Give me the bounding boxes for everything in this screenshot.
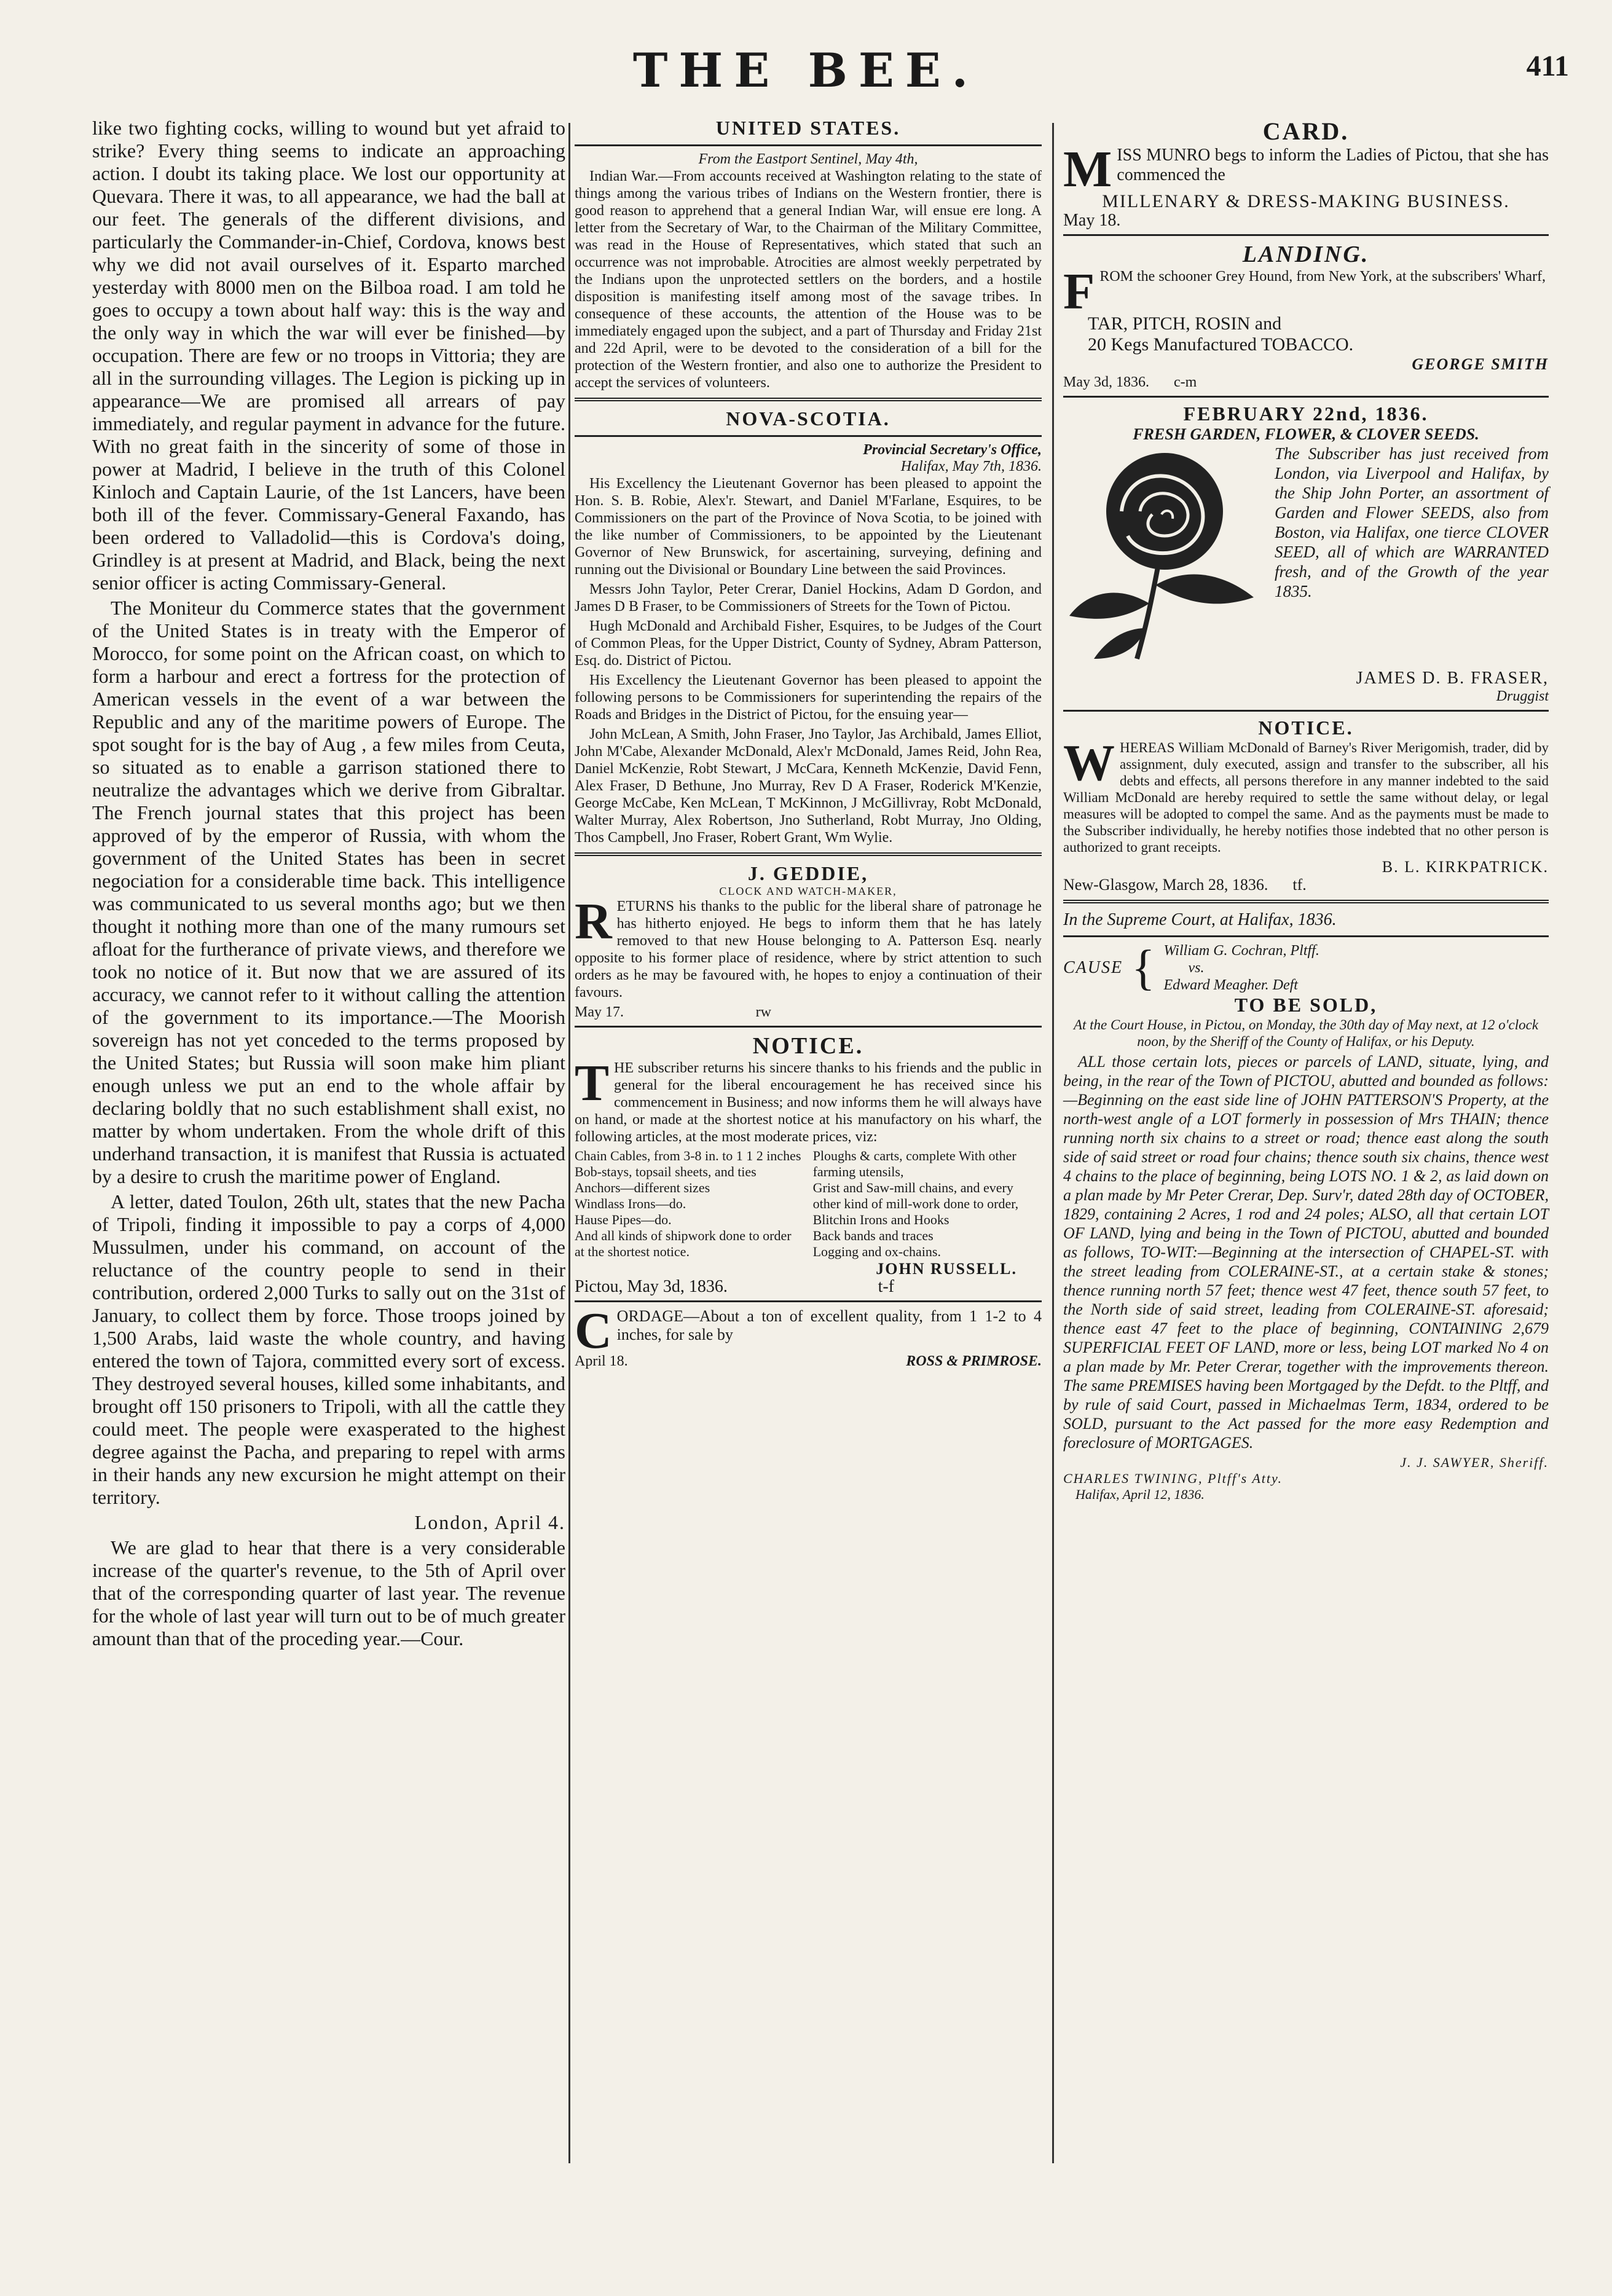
column-2 <box>575 117 1042 1370</box>
sale-attorney: CHARLES TWINING, Pltff's Atty. <box>1063 1471 1283 1486</box>
list-item: Logging and ox-chains. <box>812 1244 941 1259</box>
article-text: Messrs John Taylor, Peter Crerar, Daniel Hockins, Adam D Gordon, and James D B Fraser, to be Commissioners of Streets for the Town of Pictou. <box>575 581 1042 615</box>
ad-subheading: FRESH GARDEN, FLOWER, & CLOVER SEEDS. <box>1133 425 1479 443</box>
article-text: A letter, dated Toulon, 26th ult, states that the new Pacha of Tripoli, finding it impossible to pay a corps of 4,000 Mussulmen, under his command, on account of the reluctance of the country people to send in their contribution, ordered 2,000 Turks to sally out on the 31st of January, to collect them by force. Those troops joined by 1,500 Arabs, laid waste the whole country, and having entered the town of Tajora, committed every sort of excess. They destroyed several houses, killed some inhabitants, and brought off 150 prisoners to Tripoli, with all the cattle they could meet. The people were exasperated to the highest degree against the Pacha, and preparing to repel with arms in their hands any new excursion he might attempt on their territory. <box>92 1190 565 1508</box>
ad-date: Pictou, May 3d, 1836. <box>575 1277 728 1296</box>
article-text: We are glad to hear that there is a very considerable increase of the quarter's revenue, to the 5th of April over that of the corresponding quarter of last year. The revenue for the whole of last year will turn out to be of much greater amount than that of the proceding year.—Cour. <box>92 1536 565 1649</box>
ad-mark: rw <box>755 1004 771 1020</box>
page-number: 411 <box>1526 50 1569 82</box>
list-item: Bob-stays, topsail sheets, and ties <box>575 1164 757 1179</box>
list-item: And all kinds of shipwork done to order at the shortest notice. <box>575 1228 792 1259</box>
ad-text: WHEREAS William McDonald of Barney's River Merigomish, trader, did by assignment, duly executed, assign and transfer to the subscriber, all his debts and effects, all persons therefore in any manner indebted to the said William McDonald are hereby required to settle the same without delay, or legal measures will be adopted to compel the same. And as the payments must be made to the Subscriber individually, he hereby notifies those indebted that no other person is authorized to grant receipts. <box>1063 734 1549 855</box>
list-item: Windlass Irons—do. <box>575 1196 686 1211</box>
column-3 <box>1063 117 1549 1503</box>
source-line: From the Eastport Sentinel, May 4th, <box>698 151 918 167</box>
office-line: Provincial Secretary's Office, <box>863 442 1042 458</box>
column-rule <box>1052 123 1054 2163</box>
drop-cap: F <box>1063 263 1095 320</box>
drop-cap: T <box>575 1055 610 1112</box>
divider <box>1063 396 1549 398</box>
ad-text: MISS MUNRO begs to inform the Ladies of Pictou, that she has commenced the <box>1063 141 1549 198</box>
drop-cap: M <box>1063 141 1112 198</box>
divider <box>1063 900 1549 903</box>
ad-heading: NOTICE. <box>752 1033 864 1059</box>
ad-subheading: CLOCK AND WATCH-MAKER, <box>719 885 897 897</box>
sale-sheriff: J. J. SAWYER, Sheriff. <box>1400 1455 1549 1470</box>
divider <box>1063 710 1549 712</box>
ad-signature: JOHN RUSSELL. <box>876 1260 1017 1278</box>
divider <box>575 398 1042 401</box>
column-rule <box>568 123 570 2163</box>
article-text: Indian War.—From accounts received at Washington relating to the state of things among the various tribes of Indians on the Western frontier, there is good reason to apprehend that a general Indian War, will ensue ere long. A letter from the Secretary of War, to the Chairman of the Military Committee, was read in the House of Representatives, which stated that such an occurrence was not improbable. Atrocities are almost weekly perpetrated by the Indians upon the unprotected settlers on the borders, and a hostile disposition is manifesting itself among most of the savage tribes. In consequence of these accounts, the attention of the House was to be immediately engaged upon the subject, and a part of Thursday and Friday 21st and 22d April, were to be devoted to the consideration of a bill for the protection of the Western frontier, and also one to authorize the President to accept the services of volunteers. <box>575 168 1042 391</box>
ad-heading: J. GEDDIE, <box>747 862 869 884</box>
dateline: London, April 4. <box>414 1511 565 1533</box>
ad-text: FROM the schooner Grey Hound, from New York, at the subscribers' Wharf, <box>1063 263 1546 320</box>
ad-signature: B. L. KIRKPATRICK. <box>1382 858 1549 876</box>
ad-heading: FEBRUARY 22nd, 1836. <box>1183 403 1429 425</box>
ad-mark: tf. <box>1292 876 1307 894</box>
divider <box>575 1026 1042 1028</box>
cause-vs: vs. <box>1188 960 1205 976</box>
section-heading: UNITED STATES. <box>715 117 901 139</box>
ad-text: THE subscriber returns his sincere thanks to his friends and the public in general for the liberal encouragement he has received since his commencement in Business; and now informs them he will always have on hand, or made at the shortest notice at his manufactory on his wharf, the following articles, at the most moderate prices, viz: <box>575 1055 1042 1145</box>
article-text: His Excellency the Lieutenant Governor has been pleased to appoint the Hon. S. B. Robie, Alex'r. Stewart, and Daniel M'Farlane, Esquires, to be Commissioners on the part of the Province of Nova Scotia, to be joined with the like number of Commissioners, to be appointed by the Lieutenant Governor of New Brunswick, for ascertaining, surveying, defining and running out the Divisional or Boundary Line between the said Provinces. <box>575 476 1042 578</box>
column-1 <box>92 117 565 1653</box>
ad-mark: t-f <box>878 1277 894 1296</box>
ad-heading: CARD. <box>1262 117 1350 145</box>
cause-label: CAUSE <box>1063 958 1123 977</box>
rose-illustration <box>1063 444 1266 665</box>
article-text: John McLean, A Smith, John Fraser, Jno Taylor, Jas Archibald, James Elliot, John M'Cabe, Alexander McDonald, Alex'r McDonald, James Reid, John Rea, Daniel McKenzie, Robt Stewart, J McCara, Kenneth McKenzie, David Fenn, Alex Fraser, D Bethune, Jno Murray, Rev D A Fraser, Roderick M'Kenzie, George McCabe, Ken McLean, T McKinnon, J McGillivray, Robt McDonald, Walter Murray, Alex Robertson, Jno Sutherland, Robt Murray, Jno Olding, Thos Campbell, Jno Fraser, Robert Grant, Wm Wylie. <box>575 726 1042 846</box>
list-item: Blitchin Irons and Hooks <box>812 1212 950 1227</box>
ad-mark: c-m <box>1174 374 1197 390</box>
cause-plaintiff: William G. Cochran, Pltff. <box>1163 943 1319 959</box>
list-item: Back bands and traces <box>812 1228 934 1243</box>
list-item: Chain Cables, from 3-8 in. to 1 1 2 inches <box>575 1148 801 1163</box>
article-text: Hugh McDonald and Archibald Fisher, Esquires, to be Judges of the Court of Common Pleas, for the Upper District, County of Sydney, Abram Patterson, Esq. do. District of Pictou. <box>575 618 1042 669</box>
article-text: His Excellency the Lieutenant Governor has been pleased to appoint the following persons to be Commissioners for superintending the repairs of the Roads and Bridges in the District of Pictou, for the ensuing year— <box>575 672 1042 723</box>
ad-text: RETURNS his thanks to the public for the liberal share of patronage he has hitherto enjoyed. He begs to inform them that he has lately removed to that new House belonging to A. Patterson Esq. nearly opposite to his former place of residence, where by strict attention to such orders as he may be favoured with, he hopes to enjoy a continuation of their favours. <box>575 893 1042 1001</box>
article-text: The Moniteur du Commerce states that the government of the United States is in treaty with the Emperor of Morocco, for some point on the African coast, on which to form a harbour and erect a fortress for the protection of American vessels in the event of a war between the Republic and any of the maritime powers of Europe. The spot sought for is the bay of Aug , a few miles from Ceuta, so situated as to enable a garrison stationed there to neutralize the advantages which we derive from Gibraltar. The French journal states that this project has been approved of by the emperor of Russia, with whom the government of the United States has been in secret negociation for a considerable time back. This intelligence was communicated to us several months ago; but we then thought it nothing more than one of the many rumours set afloat for the furtherance of private views, and therefore we took no notice of it. But now that we are assured of its accuracy, we cannot refer to it without calling the attention of the government to its importance.—The Moorish sovereign has not yet conceded to the terms proposed by the United States; but Russia will soon make him pliant enough unless we put an end to the whole affair by declaring boldly that no such establishment shall exist, no matter by whom undertaken. From the whole drift of this underhand transaction, it is manifest that Russia is actuated by a desire to crush the maritime power of England. <box>92 597 565 1187</box>
ad-signature-title: Druggist <box>1496 688 1549 704</box>
ad-date: May 17. <box>575 1004 624 1020</box>
drop-cap: R <box>575 893 612 950</box>
ad-goods: 20 Kegs Manufactured TOBACCO. <box>1088 334 1354 355</box>
items-list <box>575 1148 1042 1260</box>
ad-signature: ROSS & PRIMROSE. <box>906 1353 1042 1369</box>
list-item: Grist and Saw-mill chains, and every other kind of mill-work done to order, <box>812 1180 1019 1211</box>
divider <box>575 852 1042 856</box>
ad-heading: NOTICE. <box>1258 717 1354 739</box>
sale-date: Halifax, April 12, 1836. <box>1075 1487 1205 1502</box>
ad-date: May 18. <box>1063 211 1121 230</box>
court-heading: In the Supreme Court, at Halifax, 1836. <box>1063 910 1337 929</box>
items-right <box>813 1148 1042 1260</box>
divider <box>1063 234 1549 236</box>
list-item: Anchors—different sizes <box>575 1180 710 1195</box>
items-left <box>575 1148 803 1260</box>
ad-date: May 3d, 1836. <box>1063 374 1149 390</box>
masthead <box>0 25 1612 117</box>
ad-text: CORDAGE—About a ton of excellent quality, from 1 1-2 to 4 inches, for sale by <box>575 1302 1042 1359</box>
section-heading: NOVA-SCOTIA. <box>726 407 891 430</box>
ad-date: New-Glasgow, March 28, 1836. <box>1063 876 1268 894</box>
ad-goods: TAR, PITCH, ROSIN and <box>1088 313 1282 334</box>
ad-text: The Subscriber has just received from London, via Liverpool and Halifax, by the Ship John Porter, an assortment of Garden and Flower SEEDS, also from Boston, via Halifax, one tierce CLOVER SEED, all of which are WARRANTED fresh, and of the Growth of the year 1835. <box>1275 444 1549 600</box>
sale-intro: At the Court House, in Pictou, on Monday, the 30th day of May next, at 12 o'clock noon, by the Sheriff of the County of Halifax, or his Deputy. <box>1073 1017 1539 1049</box>
drop-cap: W <box>1063 734 1115 792</box>
ad-business: MILLENARY & DRESS-MAKING BUSINESS. <box>1102 191 1510 211</box>
list-item: Ploughs & carts, complete With other farming utensils, <box>812 1148 1016 1179</box>
sale-text: ALL those certain lots, pieces or parcels of LAND, situate, lying, and being, in the rear of the Town of PICTOU, abutted and bounded as follows:—Beginning on the east side line of JOHN PATTERSON'S Property, at the north-west angle of a LOT formerly in possession of Mrs THAIN; thence running north six chains to a street or road; thence east along the south side of said street or road four chains; thence south six chains, thence west 4 chains to the place of beginning, being LOTS NO. 1 & 2, as laid down on a plan made by Mr Peter Crerar, Dep. Surv'r, dated 28th day of OCTOBER, 1829, containing 2 Acres, 1 rod and 24 poles; ALSO, all that certain LOT OF LAND, lying and being in the Town of PICTOU, abutted and bounded as follows, TO-WIT:—Beginning at the intersection of CHAPEL-ST. with the street leading from COLERAINE-ST., at a certain stake & stones; thence running north 57 feet; thence west 47 feet, thence south 57 feet, to the North side of said street, leading from COLERAINE-ST. aforesaid; thence east 47 feet to the place of beginning, CONTAINING 2,679 SUPERFICIAL FEET OF LAND, more or less, being LOT marked No 4 on a plan made by Mr. Peter Crerar, together with the improvements thereon. The same PREMISES having been Mortgaged by the Defdt. to the Pltff, and by rule of said Court, passed in Michaelmas Term, 1834, ordered to be SOLD, pursuant to the Act passed for the more easy Redemption and foreclosure of MORTGAGES. <box>1063 1053 1549 1452</box>
cause-defendant: Edward Meagher. Deft <box>1163 977 1298 993</box>
ad-signature: GEORGE SMITH <box>1412 355 1549 373</box>
ad-date: April 18. <box>575 1353 628 1369</box>
article-text: like two fighting cocks, willing to wound but yet afraid to strike? Every thing seems to indicate an approaching action. I doubt its taking place. We lost our opportunity at Quevara. There it was, to all appearance, we had the ball at our feet. The generals of the different divisions, and particularly the Commander-in-Chief, Cordova, knows best why we did not avail ourselves of it. Esparto marched yesterday with 8000 men on the Bilboa road. I am told he goes to occupy a town about half way: this is the way and the only way in which the war will ever be finished—by occupation. There are few or no troops in Vittoria; they are all in the surrounding villages. The Legion is picking up in appearance—We are promised all arrears of pay immediately, and regular payment in advance for the future. With no great faith in the sincerity of some of those in power at Madrid, I believe in the truth of this Colonel Kinloch and Captain Laurie, of the 1st Lancers, have been both ill of the fever. Commissary-General Faxando, has been ordered to Valladolid—this is Cordova's doing, Grindley is at present at Madrid, and Black, being the next senior officer is acting Commissary-General. <box>92 117 565 594</box>
divider <box>1063 935 1549 937</box>
office-date: Halifax, May 7th, 1836. <box>900 458 1042 474</box>
cause-block: CAUSE { William G. Cochran, Pltff. vs. Edward Meagher. Deft <box>1063 941 1319 995</box>
drop-cap: C <box>575 1302 612 1359</box>
sale-heading: TO BE SOLD, <box>1234 994 1378 1016</box>
paper-title: THE BEE. <box>632 43 980 98</box>
divider <box>575 1300 1042 1302</box>
ad-heading: LANDING. <box>1242 242 1370 267</box>
ad-signature: JAMES D. B. FRASER, <box>1356 669 1549 688</box>
list-item: Hause Pipes—do. <box>575 1212 672 1227</box>
